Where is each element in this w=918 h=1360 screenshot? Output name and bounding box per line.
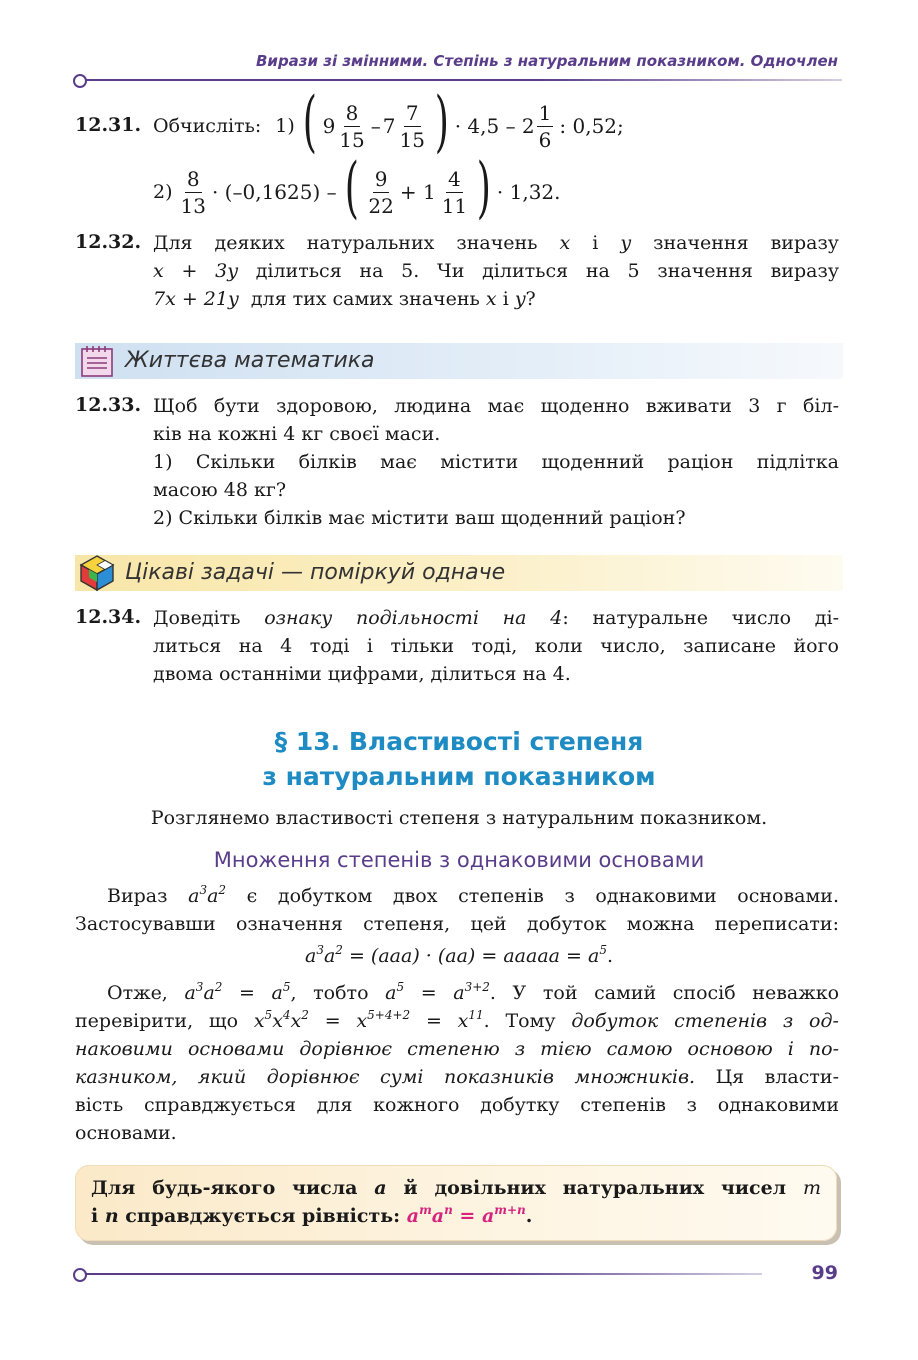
problem-text-line: x + 3y ділиться на 5. Чи ділиться на 5 значення виразу bbox=[153, 260, 839, 282]
section-banner-life-math bbox=[75, 343, 843, 379]
problem-text-line: 1) Скільки білків має містити щоденний раціон підлітка bbox=[153, 451, 839, 473]
problem-text: Обчисліть: bbox=[153, 115, 262, 137]
problem-text-line: 2) Скільки білків має містити ваш щоденний раціон? bbox=[153, 507, 686, 529]
left-paren: ( bbox=[344, 149, 359, 226]
left-paren: ( bbox=[302, 83, 317, 160]
expression-text: · (–0,1625) – bbox=[211, 180, 337, 204]
section-banner-interesting-problems bbox=[75, 555, 843, 591]
part-label: 1) bbox=[275, 115, 295, 137]
problem-12-31-part1 bbox=[153, 83, 624, 160]
running-header: Вирази зі змінними. Степінь з натуральним показником. Одночлен bbox=[256, 52, 838, 70]
footer-rule-endpoint bbox=[73, 1268, 87, 1282]
body-line: Застосувавши означення степеня, цей добуток можна переписати: bbox=[75, 913, 839, 935]
operator: – bbox=[370, 114, 381, 138]
display-formula: $a^3a^2 = (aaa) \cdot (aa)$ = aaaaa = $a^5$. bbox=[304, 942, 613, 967]
problem-12-31-part2 bbox=[153, 149, 561, 226]
expression-text: : 0,52; bbox=[559, 114, 624, 138]
problem-number: 12.34. bbox=[75, 606, 142, 628]
problem-number: 12.32. bbox=[75, 231, 142, 253]
right-paren: ) bbox=[476, 149, 492, 226]
fraction: $\frac{1}{6}$ bbox=[538, 100, 552, 152]
rule-box bbox=[75, 1165, 837, 1241]
notepad-icon bbox=[79, 344, 117, 382]
problem-text-line: Доведіть ознаку подільності на 4: натуральне число ді- bbox=[153, 607, 839, 629]
rubik-cube-icon bbox=[77, 553, 117, 597]
footer-rule bbox=[82, 1273, 762, 1275]
rule-line: Для будь-якого числа a й довільних натуральних чисел m bbox=[91, 1177, 821, 1199]
problem-number: 12.33. bbox=[75, 394, 142, 416]
rule-formula: $a^ma^n = a^{m+n}$ bbox=[406, 1202, 526, 1227]
fraction: $\frac{7}{15}$ bbox=[399, 100, 425, 152]
problem-text-line: двома останніми цифрами, ділиться на 4. bbox=[153, 663, 571, 685]
header-rule bbox=[82, 79, 842, 81]
fraction: $\frac{9}{22}$ bbox=[368, 166, 394, 218]
section-intro: Розглянемо властивості степеня з натуральним показником. bbox=[150, 807, 768, 829]
right-paren: ) bbox=[434, 83, 449, 160]
problem-number: 12.31. bbox=[75, 114, 142, 136]
body-line: основами. bbox=[75, 1122, 177, 1144]
problem-text-line: Щоб бути здоровою, людина має щоденно вживати 3 г біл- bbox=[153, 395, 839, 417]
section-title: § 13. Властивості степеня bbox=[274, 727, 644, 756]
body-line: перевірити, що $x^5x^4x^2 = x^{5+4+2} = x^{11}$. Тому добуток степенів з од- bbox=[75, 1007, 839, 1032]
fraction: $\frac{8}{13}$ bbox=[180, 166, 206, 218]
page-number: 99 bbox=[811, 1262, 838, 1284]
fraction: $\frac{8}{15}$ bbox=[339, 100, 365, 152]
banner-label: Цікаві задачі — поміркуй одначе bbox=[125, 560, 506, 585]
part-label: 2) bbox=[153, 181, 173, 203]
body-line: вість справджується для кожного добутку степенів з однаковими bbox=[75, 1094, 839, 1116]
operator: + 1 bbox=[399, 180, 436, 204]
whole-number: 7 bbox=[382, 114, 396, 138]
header-rule-endpoint bbox=[73, 74, 87, 88]
whole-number: 9 bbox=[322, 114, 336, 138]
subsection-title: Множення степенів з однаковими основами bbox=[213, 848, 705, 872]
body-line: наковими основами дорівнює степеню з тією самою основою і по- bbox=[75, 1038, 839, 1060]
fraction: $\frac{4}{11}$ bbox=[441, 166, 468, 218]
banner-label: Життєва математика bbox=[125, 348, 375, 373]
problem-text-line: 7x + 21y для тих самих значень x і y? bbox=[153, 288, 536, 310]
problem-text-line: Для деяких натуральних значень x і y значення виразу bbox=[153, 232, 839, 254]
expression-text: · 4,5 – 2 bbox=[454, 114, 535, 138]
problem-text-line: ків на кожні 4 кг своєї маси. bbox=[153, 423, 441, 445]
expression-text: · 1,32. bbox=[496, 180, 561, 204]
problem-text-line: литься на 4 тоді і тільки тоді, коли число, записане його bbox=[153, 635, 839, 657]
problem-text-line: масою 48 кг? bbox=[153, 479, 286, 501]
body-line: Отже, $a^3a^2 = a^5$, тобто $a^5 = a^{3+2}$. У той самий спосіб неважко bbox=[107, 979, 840, 1004]
section-title: з натуральним показником bbox=[262, 762, 656, 791]
body-line: казником, який дорівнює сумі показників множників. Ця власти- bbox=[75, 1066, 839, 1088]
rule-line: і n справджується рівність: $a^ma^n = a^{m+n}$. bbox=[91, 1202, 533, 1227]
body-line: Вираз $a^3a^2$ є добутком двох степенів з однаковими основами. bbox=[107, 882, 839, 907]
